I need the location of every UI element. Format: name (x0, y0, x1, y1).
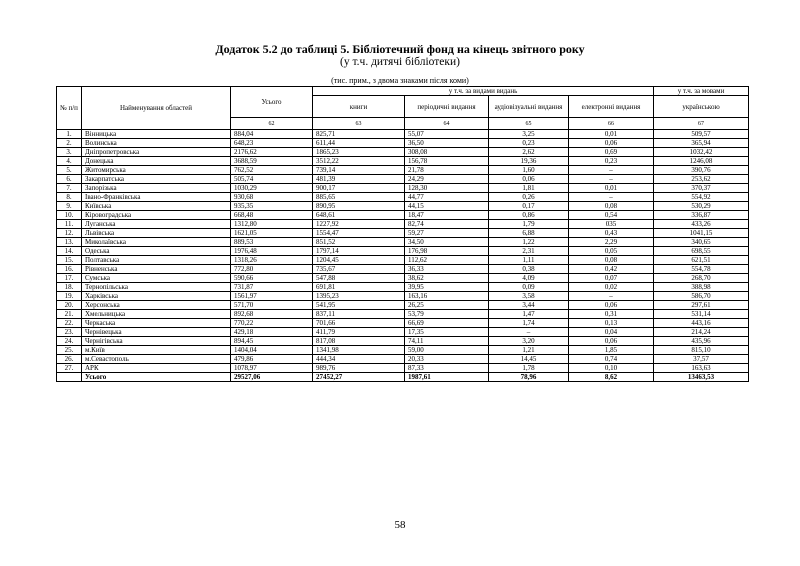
header-code-books: 63 (313, 118, 405, 130)
total-value: 1976,48 (231, 247, 313, 256)
total-row-ukrainian: 13463,53 (654, 373, 749, 382)
table-row (57, 184, 749, 193)
row-number: 13. (57, 238, 82, 247)
periodicals-value: 308,08 (405, 148, 489, 157)
ukrainian-value: 530,29 (654, 202, 749, 211)
ukrainian-value: 268,70 (654, 274, 749, 283)
row-number: 14. (57, 247, 82, 256)
total-value: 1404,04 (231, 346, 313, 355)
table-row (57, 139, 749, 148)
total-value: 429,18 (231, 328, 313, 337)
periodicals-value: 59,27 (405, 229, 489, 238)
periodicals-value: 36,50 (405, 139, 489, 148)
periodicals-value: 26,25 (405, 301, 489, 310)
header-number: № п/п (57, 87, 82, 130)
periodicals-value: 36,33 (405, 265, 489, 274)
audiovisual-value: 1,78 (489, 364, 569, 373)
table-row (57, 337, 749, 346)
electronic-value: – (569, 292, 654, 301)
region-name: Херсонська (82, 301, 231, 310)
books-value: 885,65 (313, 193, 405, 202)
ukrainian-value: 390,76 (654, 166, 749, 175)
region-name: Вінницька (82, 130, 231, 139)
ukrainian-value: 1246,08 (654, 157, 749, 166)
row-number: 26. (57, 355, 82, 364)
region-name: Київська (82, 202, 231, 211)
periodicals-value: 59,00 (405, 346, 489, 355)
region-name: Луганська (82, 220, 231, 229)
total-value: 505,74 (231, 175, 313, 184)
audiovisual-value: 0,09 (489, 283, 569, 292)
electronic-value: – (569, 175, 654, 184)
region-name: Чернівецька (82, 328, 231, 337)
total-value: 770,22 (231, 319, 313, 328)
region-name: Чернігівська (82, 337, 231, 346)
ukrainian-value: 214,24 (654, 328, 749, 337)
electronic-value: 0,54 (569, 211, 654, 220)
electronic-value: 0,02 (569, 283, 654, 292)
electronic-value: 0,01 (569, 184, 654, 193)
books-value: 825,71 (313, 130, 405, 139)
total-value: 731,87 (231, 283, 313, 292)
electronic-value: 0,42 (569, 265, 654, 274)
header-periodicals: періодичні видання (405, 96, 489, 118)
audiovisual-value: 19,36 (489, 157, 569, 166)
periodicals-value: 18,47 (405, 211, 489, 220)
total-value: 1561,97 (231, 292, 313, 301)
books-value: 739,14 (313, 166, 405, 175)
total-row-number (57, 373, 82, 382)
periodicals-value: 24,29 (405, 175, 489, 184)
table-row (57, 283, 749, 292)
books-value: 851,52 (313, 238, 405, 247)
audiovisual-value: 3,58 (489, 292, 569, 301)
region-name: Одеська (82, 247, 231, 256)
ukrainian-value: 621,51 (654, 256, 749, 265)
audiovisual-value: 14,45 (489, 355, 569, 364)
periodicals-value: 38,62 (405, 274, 489, 283)
books-value: 1227,92 (313, 220, 405, 229)
periodicals-value: 55,07 (405, 130, 489, 139)
periodicals-value: 17,35 (405, 328, 489, 337)
electronic-value: 0,74 (569, 355, 654, 364)
total-value: 884,04 (231, 130, 313, 139)
header-ukrainian: українською (654, 96, 749, 118)
periodicals-value: 44,15 (405, 202, 489, 211)
total-value: 889,53 (231, 238, 313, 247)
periodicals-value: 128,30 (405, 184, 489, 193)
table-row (57, 256, 749, 265)
row-number: 18. (57, 283, 82, 292)
electronic-value: 0,06 (569, 337, 654, 346)
ukrainian-value: 531,14 (654, 310, 749, 319)
periodicals-value: 156,78 (405, 157, 489, 166)
audiovisual-value: 1,60 (489, 166, 569, 175)
ukrainian-value: 388,98 (654, 283, 749, 292)
electronic-value: 0,10 (569, 364, 654, 373)
electronic-value: 0,01 (569, 130, 654, 139)
region-name: Запорізька (82, 184, 231, 193)
books-value: 890,95 (313, 202, 405, 211)
header-region: Найменування областей (82, 87, 231, 130)
total-value: 762,52 (231, 166, 313, 175)
header-code-total: 62 (231, 118, 313, 130)
row-number: 23. (57, 328, 82, 337)
audiovisual-value: – (489, 328, 569, 337)
audiovisual-value: 0,26 (489, 193, 569, 202)
periodicals-value: 21,78 (405, 166, 489, 175)
row-number: 11. (57, 220, 82, 229)
region-name: Івано-Франківська (82, 193, 231, 202)
header-books: книги (313, 96, 405, 118)
region-name: Миколаївська (82, 238, 231, 247)
page-subtitle: (у т.ч. дитячі бібліотеки) (340, 56, 460, 68)
row-number: 19. (57, 292, 82, 301)
region-name: м.Київ (82, 346, 231, 355)
total-value: 1621,05 (231, 229, 313, 238)
header-group-languages: у т.ч. за мовами (654, 87, 749, 96)
row-number: 15. (57, 256, 82, 265)
region-name: Хмельницька (82, 310, 231, 319)
audiovisual-value: 1,81 (489, 184, 569, 193)
table-row (57, 247, 749, 256)
region-name: Харківська (82, 292, 231, 301)
region-name: Тернопільська (82, 283, 231, 292)
ukrainian-value: 1032,42 (654, 148, 749, 157)
periodicals-value: 34,50 (405, 238, 489, 247)
books-value: 989,76 (313, 364, 405, 373)
books-value: 701,66 (313, 319, 405, 328)
electronic-value: – (569, 166, 654, 175)
audiovisual-value: 0,17 (489, 202, 569, 211)
header-code-periodicals: 64 (405, 118, 489, 130)
audiovisual-value: 0,86 (489, 211, 569, 220)
electronic-value: 0,13 (569, 319, 654, 328)
table-row (57, 301, 749, 310)
books-value: 1395,23 (313, 292, 405, 301)
ukrainian-value: 297,61 (654, 301, 749, 310)
audiovisual-value: 6,88 (489, 229, 569, 238)
books-value: 3512,22 (313, 157, 405, 166)
electronic-value: 0,31 (569, 310, 654, 319)
header-total: Усього (231, 87, 313, 118)
audiovisual-value: 2,31 (489, 247, 569, 256)
total-row-electronic: 8,62 (569, 373, 654, 382)
row-number: 20. (57, 301, 82, 310)
region-name: Сумська (82, 274, 231, 283)
total-row-books: 27452,27 (313, 373, 405, 382)
table-row (57, 364, 749, 373)
electronic-value: 0,08 (569, 202, 654, 211)
books-value: 481,39 (313, 175, 405, 184)
total-value: 571,70 (231, 301, 313, 310)
table-row (57, 220, 749, 229)
electronic-value: 0,69 (569, 148, 654, 157)
region-name: Кіровоградська (82, 211, 231, 220)
row-number: 21. (57, 310, 82, 319)
ukrainian-value: 698,55 (654, 247, 749, 256)
row-number: 17. (57, 274, 82, 283)
electronic-value: 0,06 (569, 139, 654, 148)
table-row (57, 211, 749, 220)
ukrainian-value: 815,10 (654, 346, 749, 355)
units-note: (тис. прим., з двома знаками після коми) (331, 76, 469, 85)
table-row (57, 346, 749, 355)
ukrainian-value: 554,92 (654, 193, 749, 202)
books-value: 1204,45 (313, 256, 405, 265)
row-number: 9. (57, 202, 82, 211)
audiovisual-value: 1,22 (489, 238, 569, 247)
region-name: Полтавська (82, 256, 231, 265)
electronic-value: 0,43 (569, 229, 654, 238)
table-row (57, 265, 749, 274)
ukrainian-value: 433,26 (654, 220, 749, 229)
table-row (57, 319, 749, 328)
total-value: 892,68 (231, 310, 313, 319)
books-value: 648,61 (313, 211, 405, 220)
ukrainian-value: 586,70 (654, 292, 749, 301)
total-value: 668,48 (231, 211, 313, 220)
total-value: 1318,26 (231, 256, 313, 265)
total-value: 590,66 (231, 274, 313, 283)
audiovisual-value: 3,20 (489, 337, 569, 346)
total-row-label: Усього (82, 373, 231, 382)
audiovisual-value: 2,62 (489, 148, 569, 157)
region-name: Донецька (82, 157, 231, 166)
table-row (57, 193, 749, 202)
audiovisual-value: 0,06 (489, 175, 569, 184)
audiovisual-value: 0,23 (489, 139, 569, 148)
table-row (57, 238, 749, 247)
header-electronic: електронні видання (569, 96, 654, 118)
books-value: 691,81 (313, 283, 405, 292)
total-value: 1030,29 (231, 184, 313, 193)
electronic-value: 0,08 (569, 256, 654, 265)
row-number: 5. (57, 166, 82, 175)
ukrainian-value: 435,96 (654, 337, 749, 346)
periodicals-value: 66,69 (405, 319, 489, 328)
electronic-value: 0,07 (569, 274, 654, 283)
region-name: Рівненська (82, 265, 231, 274)
periodicals-value: 112,62 (405, 256, 489, 265)
books-value: 411,79 (313, 328, 405, 337)
ukrainian-value: 37,57 (654, 355, 749, 364)
row-number: 25. (57, 346, 82, 355)
region-name: Львівська (82, 229, 231, 238)
books-value: 1797,14 (313, 247, 405, 256)
table-row (57, 310, 749, 319)
row-number: 8. (57, 193, 82, 202)
region-name: Закарпатська (82, 175, 231, 184)
table-row (57, 274, 749, 283)
table-row (57, 229, 749, 238)
table-row (57, 157, 749, 166)
table-body (57, 130, 749, 382)
audiovisual-value: 1,21 (489, 346, 569, 355)
table-row (57, 355, 749, 364)
total-value: 772,80 (231, 265, 313, 274)
ukrainian-value: 365,94 (654, 139, 749, 148)
total-row-audiovisual: 78,96 (489, 373, 569, 382)
ukrainian-value: 163,63 (654, 364, 749, 373)
audiovisual-value: 1,74 (489, 319, 569, 328)
periodicals-value: 87,33 (405, 364, 489, 373)
audiovisual-value: 3,44 (489, 301, 569, 310)
table-row (57, 166, 749, 175)
total-row-periodicals: 1987,61 (405, 373, 489, 382)
books-value: 1865,23 (313, 148, 405, 157)
table-row (57, 130, 749, 139)
row-number: 16. (57, 265, 82, 274)
audiovisual-value: 1,11 (489, 256, 569, 265)
ukrainian-value: 554,78 (654, 265, 749, 274)
periodicals-value: 20,33 (405, 355, 489, 364)
periodicals-value: 163,16 (405, 292, 489, 301)
audiovisual-value: 3,25 (489, 130, 569, 139)
ukrainian-value: 1041,15 (654, 229, 749, 238)
row-number: 3. (57, 148, 82, 157)
total-value: 479,86 (231, 355, 313, 364)
total-row (57, 373, 749, 382)
electronic-value: 035 (569, 220, 654, 229)
total-value: 2176,62 (231, 148, 313, 157)
books-value: 817,08 (313, 337, 405, 346)
ukrainian-value: 370,37 (654, 184, 749, 193)
total-row-total: 29527,06 (231, 373, 313, 382)
periodicals-value: 74,11 (405, 337, 489, 346)
audiovisual-value: 0,38 (489, 265, 569, 274)
electronic-value: 1,85 (569, 346, 654, 355)
row-number: 2. (57, 139, 82, 148)
audiovisual-value: 4,09 (489, 274, 569, 283)
region-name: АРК (82, 364, 231, 373)
row-number: 22. (57, 319, 82, 328)
row-number: 24. (57, 337, 82, 346)
electronic-value: – (569, 193, 654, 202)
periodicals-value: 176,98 (405, 247, 489, 256)
electronic-value: 0,06 (569, 301, 654, 310)
region-name: м.Севастополь (82, 355, 231, 364)
total-value: 648,23 (231, 139, 313, 148)
audiovisual-value: 1,79 (489, 220, 569, 229)
header-code-electronic: 66 (569, 118, 654, 130)
periodicals-value: 44,77 (405, 193, 489, 202)
ukrainian-value: 336,87 (654, 211, 749, 220)
total-value: 1312,80 (231, 220, 313, 229)
electronic-value: 0,05 (569, 247, 654, 256)
periodicals-value: 82,74 (405, 220, 489, 229)
periodicals-value: 39,95 (405, 283, 489, 292)
ukrainian-value: 443,16 (654, 319, 749, 328)
total-value: 3688,59 (231, 157, 313, 166)
electronic-value: 0,04 (569, 328, 654, 337)
row-number: 10. (57, 211, 82, 220)
audiovisual-value: 1,47 (489, 310, 569, 319)
books-value: 541,95 (313, 301, 405, 310)
ukrainian-value: 253,62 (654, 175, 749, 184)
books-value: 1554,47 (313, 229, 405, 238)
books-value: 1341,98 (313, 346, 405, 355)
electronic-value: 2,29 (569, 238, 654, 247)
periodicals-value: 53,79 (405, 310, 489, 319)
header-code-audiovisual: 65 (489, 118, 569, 130)
header-audiovisual: аудіовізуальні видання (489, 96, 569, 118)
library-fund-table (56, 86, 749, 382)
total-value: 935,35 (231, 202, 313, 211)
table-row (57, 292, 749, 301)
ukrainian-value: 509,57 (654, 130, 749, 139)
header-code-ukrainian: 67 (654, 118, 749, 130)
row-number: 7. (57, 184, 82, 193)
books-value: 900,17 (313, 184, 405, 193)
table-row (57, 202, 749, 211)
table-row (57, 328, 749, 337)
total-value: 930,68 (231, 193, 313, 202)
total-value: 894,45 (231, 337, 313, 346)
ukrainian-value: 340,65 (654, 238, 749, 247)
row-number: 27. (57, 364, 82, 373)
row-number: 1. (57, 130, 82, 139)
row-number: 4. (57, 157, 82, 166)
books-value: 611,44 (313, 139, 405, 148)
region-name: Волинська (82, 139, 231, 148)
region-name: Дніпропетровська (82, 148, 231, 157)
books-value: 735,67 (313, 265, 405, 274)
page-number: 58 (394, 519, 406, 531)
total-value: 1078,97 (231, 364, 313, 373)
region-name: Житомирська (82, 166, 231, 175)
books-value: 444,34 (313, 355, 405, 364)
region-name: Черкаська (82, 319, 231, 328)
row-number: 6. (57, 175, 82, 184)
books-value: 837,11 (313, 310, 405, 319)
page-title: Додаток 5.2 до таблиці 5. Бібліотечний фонд на кінець звітного року (215, 42, 585, 56)
header-group-kinds: у т.ч. за видами видань (313, 87, 654, 96)
table-row (57, 148, 749, 157)
electronic-value: 0,23 (569, 157, 654, 166)
books-value: 547,88 (313, 274, 405, 283)
table-row (57, 175, 749, 184)
row-number: 12. (57, 229, 82, 238)
